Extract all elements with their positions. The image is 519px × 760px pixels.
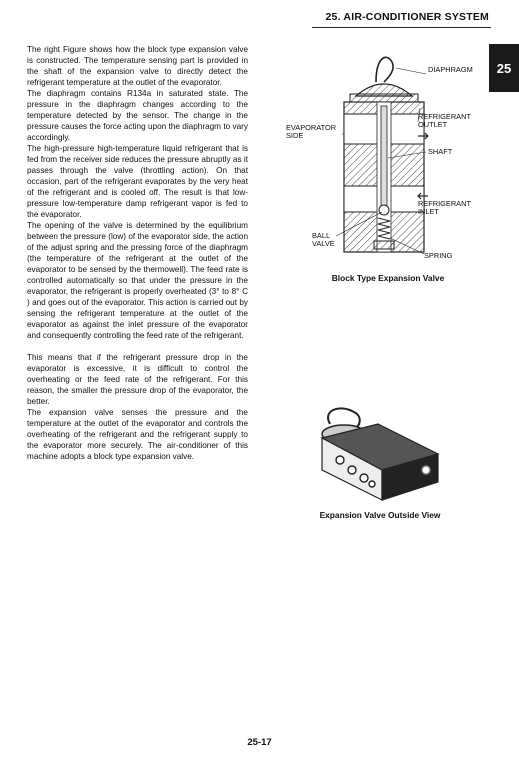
paragraph-summary: The expansion valve senses the pressure and the temperature at the outlet of the evaporator and controls the overheating of the refrigerant and the refrigerant supply to the evaporator more securely. The air-conditioner of this machine adopts a block type expansion valve. [27,408,248,461]
header-rule [312,27,491,28]
page-number: 25-17 [247,737,272,748]
label-diaphragm: DIAPHRAGM [428,65,473,74]
label-refrigerant-inlet-2: INLET [418,207,439,216]
figure-2-caption: Expansion Valve Outside View [319,510,441,520]
valve-outside-view [300,404,450,504]
diaphragm-ring [350,94,418,102]
ball [379,205,389,215]
valve-shaft [381,106,387,206]
paragraph-diaphragm: The diaphragm contains R134a in saturated state. The pressure in the diaphragm changes according to the temperature detected by the sensor. The change in the pressure causes the force acting upon the diaphragm to vary accordingly. [27,89,248,142]
figure-1-caption: Block Type Expansion Valve [331,273,445,283]
label-shaft: SHAFT [428,147,453,156]
paragraph-throttling: The high-pressure high-temperature liquid refrigerant that is fed from the receiver side reduces the pressure abruptly as it passes through the valve (throttling action). On that occasion, part of the refrigerant evaporates by the very heat of the refrigerant and is cooled off. The result is that low-pressure low-temperature damp refrigerant vapor is fed to the evaporator. [27,144,248,219]
port-2 [348,466,356,474]
port-1 [336,456,344,464]
label-evaporator-side-1: EVAPORATOR [286,123,337,132]
label-spring: SPRING [424,251,453,260]
spring-plug [374,241,394,249]
paragraph-valve-opening: The opening of the valve is determined by the equilibrium between the pressure (low) of the evaporator side, the action of the adjust spring and the pressing force of the diaphragm (the temperature of the refrigerant at the outlet of the evaporator to be sensed by the thermowell). The feed rate is controlled automatically so that under the pressure in the evaporator, the refrigerant is properly overheated (3° to 8° C ) and goes out of the evaporator. This action is carried out by sensing the refrigerant temperature at the outlet of the evaporator as against the inlet pressure of the evaporator and consequently controlling the feed rate of the refrigerant. [27,221,248,340]
label-ball-valve-2: VALVE [312,239,335,248]
chapter-tab[interactable]: 25 [489,44,519,92]
valve-outside-drawing [300,404,450,504]
label-evaporator-side-2: SIDE [286,131,304,140]
label-refrigerant-outlet-2: OUTLET [418,120,448,129]
label-refrigerant-inlet-1: REFRIGERANT [418,199,471,208]
paragraph-pressure-drop: This means that if the refrigerant pressure drop in the evaporator is excessive, it is difficult to control the overheating or the feed rate of the refrigerant. For this reason, the smaller the pressure drop of the evaporator, the better. [27,353,248,406]
paragraph-intro: The right Figure shows how the block type expansion valve is constructed. The temperature sensing part is provided in the shaft of the expansion valve to directly detect the refrigerant temperature at the outlet of the evaporator. [27,45,248,87]
section-title: 25. AIR-CONDITIONER SYSTEM [325,11,489,23]
side-port [422,466,430,474]
capillary-loop [376,57,393,82]
port-3 [360,474,368,482]
label-refrigerant-outlet-1: REFRIGERANT [418,112,471,121]
block-valve-diagram [284,48,484,268]
body-text [27,44,248,462]
port-4 [369,481,375,487]
label-ball-valve-1: BALL [312,231,331,240]
